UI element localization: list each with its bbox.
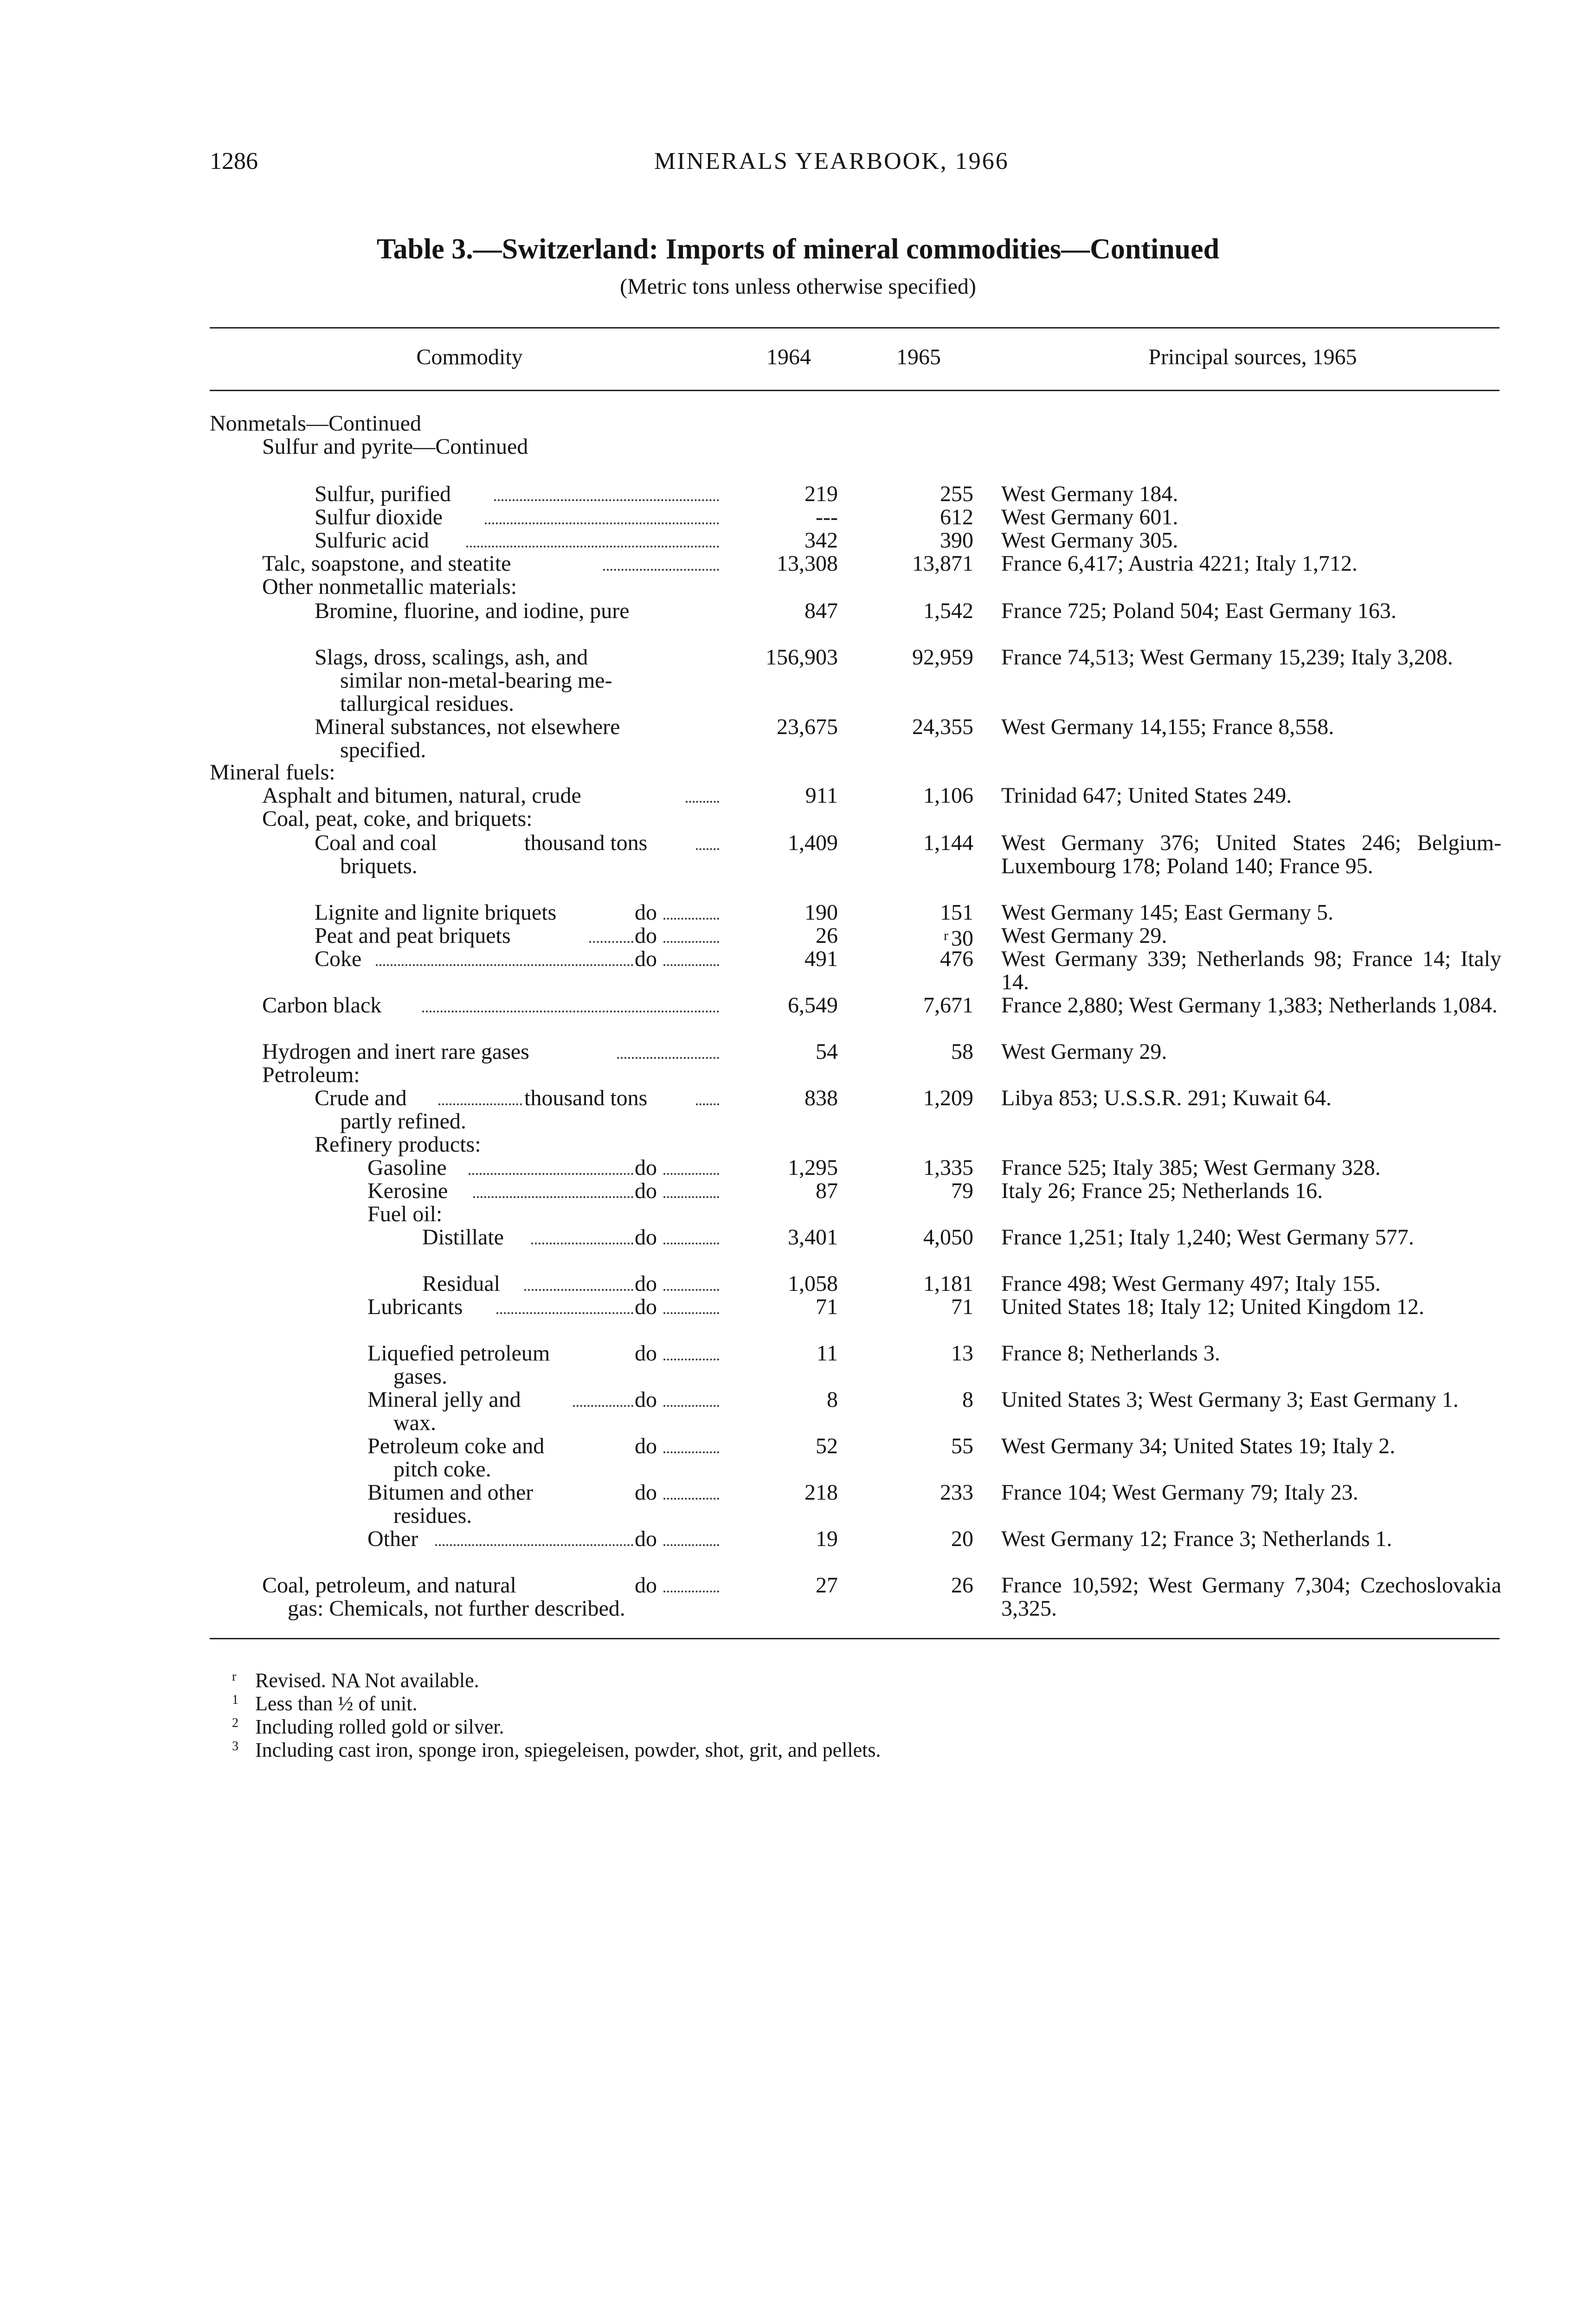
value-1964: 1,409 — [788, 831, 838, 855]
commodity-label: Lignite and lignite briquets — [315, 900, 557, 925]
leader-dots — [485, 522, 719, 524]
value-1964: 1,058 — [788, 1271, 838, 1296]
commodity-label: Residual — [422, 1271, 500, 1296]
value-1965: 79 — [951, 1179, 973, 1203]
commodity-label-cont: wax. — [393, 1411, 436, 1435]
commodity-label-cont: gases. — [393, 1364, 447, 1389]
value-1964: 491 — [804, 947, 838, 971]
leader-dots — [663, 1312, 719, 1314]
leader-dots — [663, 964, 719, 966]
value-1965: 71 — [951, 1295, 973, 1319]
principal-sources: France 104; West Germany 79; Italy 23. — [1001, 1480, 1358, 1505]
leader-dots — [589, 941, 633, 943]
commodity-label-cont: specified. — [340, 738, 426, 762]
commodity-label: Liquefied petroleum — [367, 1341, 550, 1366]
leader-dots — [663, 1196, 719, 1198]
leader-dots — [663, 1243, 719, 1244]
principal-sources: France 498; West Germany 497; Italy 155. — [1001, 1271, 1381, 1296]
leader-dots — [603, 569, 719, 571]
commodity-label: Coal and coal — [315, 831, 437, 855]
value-1964: 87 — [816, 1179, 838, 1203]
commodity-label: Asphalt and bitumen, natural, crude — [262, 783, 581, 808]
principal-sources: France 10,592; West Germany 7,304; Czechoslovakia 3,325. — [1001, 1573, 1501, 1621]
leader-dots — [696, 848, 719, 850]
principal-sources: West Germany 184. — [1001, 482, 1178, 506]
commodity-label: Bromine, fluorine, and iodine, pure — [315, 599, 630, 623]
principal-sources: United States 18; Italy 12; United Kingdom 12. — [1001, 1295, 1424, 1319]
value-1965: 1,106 — [923, 783, 973, 808]
value-1964: 847 — [804, 599, 838, 623]
commodity-label: Talc, soapstone, and steatite — [262, 551, 511, 576]
leader-dots — [473, 1196, 633, 1198]
unit-label: do — [635, 1434, 657, 1458]
commodity-label: Carbon black — [262, 993, 382, 1018]
value-1965: 1,209 — [923, 1086, 973, 1110]
commodity-label: Sulfuric acid — [315, 528, 429, 553]
value-1964: 54 — [816, 1039, 838, 1064]
value-1964: 11 — [816, 1341, 838, 1366]
commodity-label: Coal, petroleum, and natural — [262, 1573, 516, 1598]
value-1965: 55 — [951, 1434, 973, 1458]
principal-sources: France 8; Netherlands 3. — [1001, 1341, 1220, 1366]
unit-label: do — [635, 947, 657, 971]
footnote: 1 Less than ½ of unit. — [232, 1692, 418, 1715]
principal-sources: France 2,880; West Germany 1,383; Netherlands 1,084. — [1001, 993, 1498, 1018]
commodity-label-cont: pitch coke. — [393, 1457, 491, 1482]
value-1964: 219 — [804, 482, 838, 506]
value-1965: 1,181 — [923, 1271, 973, 1296]
principal-sources: France 525; Italy 385; West Germany 328. — [1001, 1155, 1381, 1180]
commodity-label: Bitumen and other — [367, 1480, 534, 1505]
commodity-label: Crude and — [315, 1086, 407, 1110]
principal-sources: United States 3; West Germany 3; East Germany 1. — [1001, 1387, 1459, 1412]
principal-sources: Libya 853; U.S.S.R. 291; Kuwait 64. — [1001, 1086, 1332, 1110]
commodity-label-cont: gas: Chemicals, not further described. — [288, 1596, 625, 1621]
principal-sources: France 74,513; West Germany 15,239; Italy 3,208. — [1001, 645, 1453, 670]
principal-sources: West Germany 29. — [1001, 1039, 1167, 1064]
value-1964: 342 — [804, 528, 838, 553]
leader-dots — [663, 1289, 719, 1291]
column-header-commodity: Commodity — [416, 345, 523, 369]
principal-sources: West Germany 29. — [1001, 923, 1167, 948]
table-subtitle: (Metric tons unless otherwise specified) — [620, 274, 976, 299]
commodity-label: Sulfur dioxide — [315, 505, 443, 529]
principal-sources: France 1,251; Italy 1,240; West Germany 577. — [1001, 1225, 1414, 1250]
leader-dots — [663, 1173, 719, 1175]
value-1965: 92,959 — [912, 645, 973, 670]
value-1965: 13,871 — [912, 551, 973, 576]
group-label: Refinery products: — [315, 1132, 481, 1157]
column-header-1964: 1964 — [766, 345, 811, 369]
section-label: Mineral fuels: — [210, 760, 335, 785]
column-header-1965: 1965 — [896, 345, 941, 369]
unit-label: do — [635, 1155, 657, 1180]
commodity-label: Mineral jelly and — [367, 1387, 521, 1412]
value-1964: 838 — [804, 1086, 838, 1110]
value-1965: 476 — [940, 947, 973, 971]
commodity-label: Peat and peat briquets — [315, 923, 511, 948]
group-label: Fuel oil: — [367, 1202, 443, 1226]
revised-mark: r — [944, 928, 948, 943]
leader-dots — [663, 1359, 719, 1360]
group-label: Other nonmetallic materials: — [262, 574, 517, 599]
footnote: 3 Including cast iron, sponge iron, spiegeleisen, powder, shot, grit, and pellets. — [232, 1739, 881, 1761]
leader-dots — [573, 1405, 633, 1407]
principal-sources: West Germany 12; France 3; Netherlands 1. — [1001, 1527, 1392, 1551]
principal-sources: West Germany 601. — [1001, 505, 1178, 529]
unit-label: do — [635, 1225, 657, 1250]
value-1965: 4,050 — [923, 1225, 973, 1250]
value-1964: 218 — [804, 1480, 838, 1505]
section-label: Nonmetals—Continued — [210, 411, 421, 436]
footnote: r Revised. NA Not available. — [232, 1669, 479, 1692]
leader-dots — [524, 1289, 633, 1291]
unit-label: do — [635, 1527, 657, 1551]
leader-dots — [663, 1451, 719, 1453]
value-1965: 1,542 — [923, 599, 973, 623]
unit-label: do — [635, 1179, 657, 1203]
principal-sources: West Germany 305. — [1001, 528, 1178, 553]
commodity-label: Other — [367, 1527, 418, 1551]
value-1964: 52 — [816, 1434, 838, 1458]
commodity-label: Coke — [315, 947, 362, 971]
value-1965: 8 — [962, 1387, 973, 1412]
running-title: MINERALS YEARBOOK, 1966 — [654, 148, 1009, 174]
value-1964: 156,903 — [766, 645, 838, 670]
unit-label: thousand tons — [524, 1086, 648, 1110]
principal-sources: France 6,417; Austria 4221; Italy 1,712. — [1001, 551, 1358, 576]
leader-dots — [663, 1591, 719, 1592]
commodity-label: Slags, dross, scalings, ash, and — [315, 645, 588, 670]
commodity-label: Mineral substances, not elsewhere — [315, 715, 620, 739]
leader-dots — [531, 1243, 633, 1244]
leader-dots — [496, 1312, 633, 1314]
table-bottom-rule — [210, 1638, 1499, 1639]
value-1965: 151 — [940, 900, 973, 925]
value-1964: 3,401 — [788, 1225, 838, 1250]
value-1965: 20 — [951, 1527, 973, 1551]
value-1965: 58 — [951, 1039, 973, 1064]
value-1964: 71 — [816, 1295, 838, 1319]
value-1965: 390 — [940, 528, 973, 553]
leader-dots — [663, 918, 719, 920]
principal-sources: West Germany 34; United States 19; Italy 2. — [1001, 1434, 1396, 1458]
commodity-label: Kerosine — [367, 1179, 448, 1203]
value-1964: 1,295 — [788, 1155, 838, 1180]
commodity-label: Lubricants — [367, 1295, 463, 1319]
leader-dots — [696, 1103, 719, 1105]
leader-dots — [663, 941, 719, 943]
commodity-label: Sulfur, purified — [315, 482, 451, 506]
unit-label: do — [635, 1387, 657, 1412]
principal-sources: West Germany 145; East Germany 5. — [1001, 900, 1333, 925]
leader-dots — [376, 964, 633, 966]
value-1965: 1,144 — [923, 831, 973, 855]
principal-sources: Trinidad 647; United States 249. — [1001, 783, 1292, 808]
principal-sources: West Germany 339; Netherlands 98; France 14; Italy 14. — [1001, 947, 1501, 994]
value-1965: 26 — [951, 1573, 973, 1598]
principal-sources: West Germany 376; United States 246; Belgium-Luxembourg 178; Poland 140; France 95. — [1001, 831, 1501, 878]
principal-sources: West Germany 14,155; France 8,558. — [1001, 715, 1334, 739]
value-1965: 7,671 — [923, 993, 973, 1018]
value-1964: 13,308 — [777, 551, 838, 576]
leader-dots — [494, 499, 719, 501]
value-1964: 23,675 — [777, 715, 838, 739]
group-label: Sulfur and pyrite—Continued — [262, 434, 528, 459]
leader-dots — [663, 1544, 719, 1546]
footnote: 2 Including rolled gold or silver. — [232, 1715, 504, 1738]
value-1965: 233 — [940, 1480, 973, 1505]
leader-dots — [422, 1011, 719, 1012]
leader-dots — [438, 1103, 522, 1105]
leader-dots — [686, 801, 719, 803]
commodity-label: Gasoline — [367, 1155, 447, 1180]
unit-label: do — [635, 1295, 657, 1319]
value-1965: 13 — [951, 1341, 973, 1366]
value-1964: 27 — [816, 1573, 838, 1598]
leader-dots — [663, 1405, 719, 1407]
unit-label: do — [635, 1271, 657, 1296]
principal-sources: Italy 26; France 25; Netherlands 16. — [1001, 1179, 1323, 1203]
commodity-label-cont: partly refined. — [340, 1109, 466, 1134]
value-1965: 255 — [940, 482, 973, 506]
value-1964: --- — [816, 505, 838, 529]
commodity-label-cont: similar non-metal-bearing me- — [340, 668, 612, 693]
value-1965: 612 — [940, 505, 973, 529]
leader-dots — [617, 1057, 719, 1059]
value-1964: 8 — [827, 1387, 838, 1412]
leader-dots — [469, 1173, 633, 1175]
unit-label: do — [635, 1480, 657, 1505]
commodity-label-cont: briquets. — [340, 854, 418, 878]
principal-sources: France 725; Poland 504; East Germany 163. — [1001, 599, 1396, 623]
commodity-label-cont: tallurgical residues. — [340, 691, 514, 716]
commodity-label-cont: residues. — [393, 1503, 472, 1528]
table-title: Table 3.—Switzerland: Imports of mineral commodities—Continued — [376, 233, 1220, 265]
commodity-label: Hydrogen and inert rare gases — [262, 1039, 529, 1064]
value-1964: 911 — [805, 783, 838, 808]
value-1965: $^r$ 30 — [944, 926, 973, 951]
leader-dots — [435, 1544, 633, 1546]
value-1964: 190 — [804, 900, 838, 925]
page-number: 1286 — [210, 148, 258, 174]
unit-label: thousand tons — [524, 831, 648, 855]
unit-label: do — [635, 923, 657, 948]
group-label: Coal, peat, coke, and briquets: — [262, 806, 533, 831]
unit-label: do — [635, 900, 657, 925]
value-1965: 24,355 — [912, 715, 973, 739]
value-1965: 1,335 — [923, 1155, 973, 1180]
unit-label: do — [635, 1573, 657, 1598]
value-1964: 19 — [816, 1527, 838, 1551]
value-1964: 26 — [816, 923, 838, 948]
group-label: Petroleum: — [262, 1063, 360, 1087]
column-header-principal-sources: Principal sources, 1965 — [1148, 345, 1357, 369]
leader-dots — [466, 546, 719, 548]
commodity-label: Distillate — [422, 1225, 504, 1250]
leader-dots — [663, 1498, 719, 1500]
unit-label: do — [635, 1341, 657, 1366]
value-1964: 6,549 — [788, 993, 838, 1018]
commodity-label: Petroleum coke and — [367, 1434, 545, 1458]
